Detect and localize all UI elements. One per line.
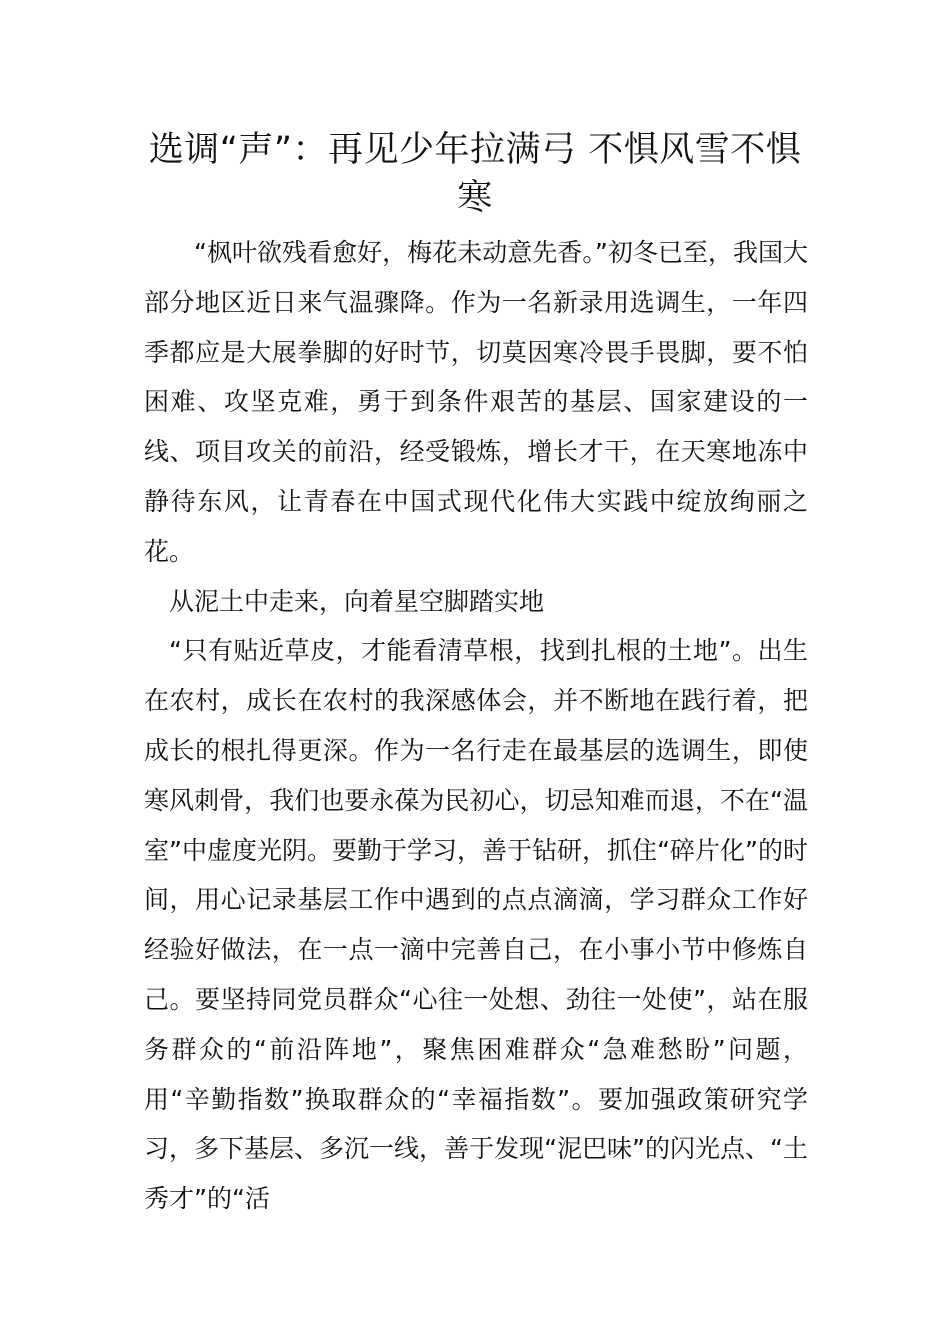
document-title: 选调“声”：再见少年拉满弓 不惧风雪不惧寒 xyxy=(148,130,802,218)
document-body xyxy=(144,228,808,1224)
body-paragraph: “只有贴近草皮，才能看清草根，找到扎根的土地”。出生在农村，成长在农村的我深感体会，并不断地在践行着，把成长的根扎得更深。作为一名行走在最基层的选调生，即使寒风刺骨，我们也要永葆为民初心，切忌知难而退，不在“温室”中虚度光阴。要勤于学习，善于钻研，抓住“碎片化”的时间，用心记录基层工作中遇到的点点滴滴，学习群众工作好经验好做法，在一点一滴中完善自己，在小事小节中修炼自己。要坚持同党员群众“心往一处想、劲往一处使”，站在服务群众的“前沿阵地”，聚焦困难群众“急难愁盼”问题，用“辛勤指数”换取群众的“幸福指数”。要加强政策研究学习，多下基层、多沉一线，善于发现“泥巴味”的闪光点、“土秀才”的“活 xyxy=(144,636,808,1214)
section-heading: 从泥土中走来，向着星空脚踏实地 xyxy=(169,586,545,616)
intro-paragraph: “枫叶欲残看愈好，梅花未动意先香。”初冬已至，我国大部分地区近日来气温骤降。作为一名新录用选调生，一年四季都应是大展拳脚的好时节，切莫因寒冷畏手畏脚，要不怕困难、攻坚克难，勇于到条件艰苦的基层、国家建设的一线、项目攻关的前沿，经受锻炼，增长才干，在天寒地冻中静待东风，让青春在中国式现代化伟大实践中绽放绚丽之花。 xyxy=(144,238,808,566)
